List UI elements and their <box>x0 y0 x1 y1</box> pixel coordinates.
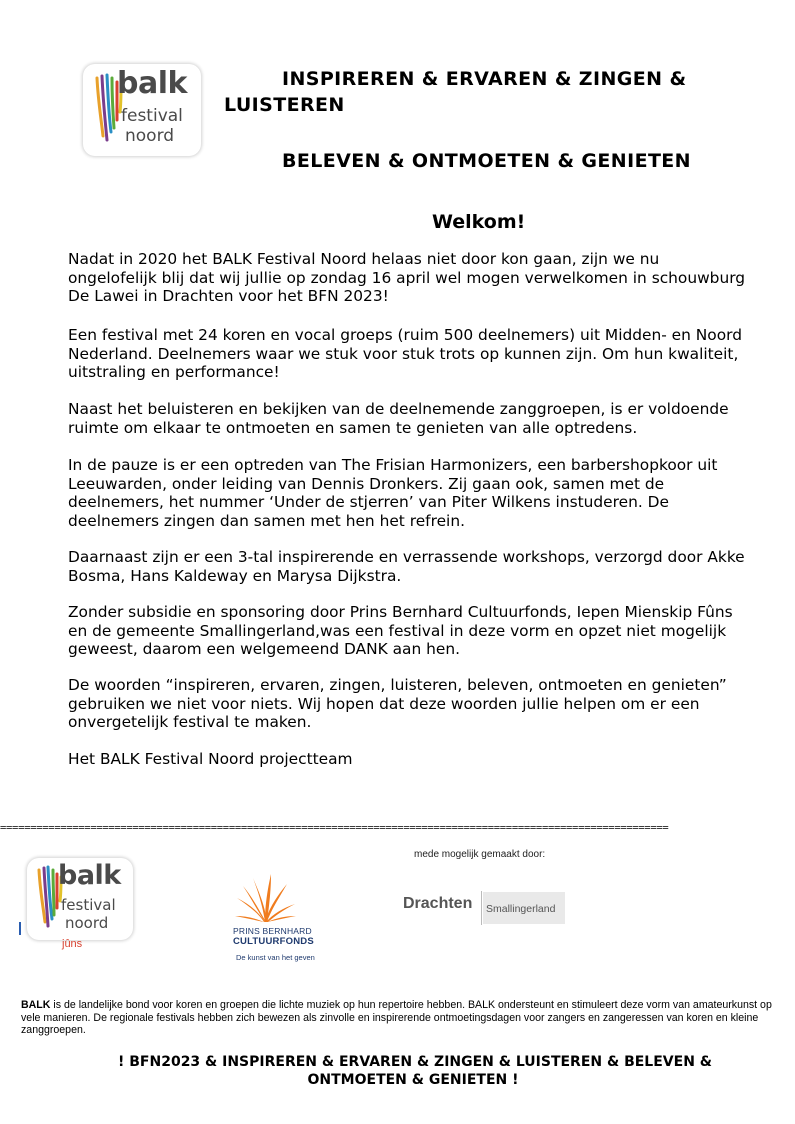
header-line-1: INSPIREREN & ERVAREN & ZINGEN & <box>282 68 687 90</box>
balk-festival-noord-logo-footer <box>27 858 133 940</box>
logo-word-noord: noord <box>125 126 175 146</box>
pbc-tagline: De kunst van het geven <box>236 953 315 962</box>
about-balk-bold: BALK <box>21 999 51 1011</box>
logo-word-balk: balk <box>117 66 187 101</box>
paragraph-intro: Nadat in 2020 het BALK Festival Noord helaas niet door kon gaan, zijn we nu ongelofelijk blij dat wij jullie op zondag 16 april wel mogen verwelkomen in schouwburg De Lawei in Drachten voor het BFN 2023! <box>68 250 746 305</box>
paragraph-break: In de pauze is er een optreden van The Frisian Harmonizers, een barbershopkoor uit Leeuwarden, onder leiding van Dennis Dronkers. Zij gaan ook, samen met de deelnemers, het nummer ‘Under de stjerren’ van Piter Wilkens instuderen. De deelnemers zingen dan samen met hen het refrein. <box>68 456 718 530</box>
paragraph-signature: Het BALK Festival Noord projectteam <box>68 750 353 768</box>
welcome-heading: Welkom! <box>432 211 526 233</box>
about-balk-text: is de landelijke bond voor koren en groepen die lichte muziek op hun repertoire hebben. BALK ondersteunt en stimuleert deze vorm van amateurkunst op vele manieren. De regionale festivals hebben zich bewezen als zinvolle en inspirerende ontmoetingsdagen voor zangers en zangeressen van koren en kleine zanggroepen. <box>21 999 772 1036</box>
about-balk <box>21 999 776 1037</box>
made-possible-label: mede mogelijk gemaakt door: <box>414 849 546 860</box>
footer-line-1: ! BFN2023 & INSPIREREN & ERVAREN & ZINGEN & LUISTEREN & BELEVEN & <box>118 1054 712 1070</box>
paragraph-festival: Een festival met 24 koren en vocal groeps (ruim 500 deelnemers) uit Midden- en Noord Nederland. Deelnemers waar we stuk voor stuk trots op kunnen zijn. Om hun kwaliteit, uitstraling en performance! <box>68 326 742 381</box>
logo-separator <box>481 891 482 925</box>
pbc-line-1: PRINS BERNHARD <box>233 926 312 936</box>
prins-bernhard-flower-icon <box>233 872 297 924</box>
pbc-line-2: CULTUURFONDS <box>233 936 314 947</box>
header-line-3: BELEVEN & ONTMOETEN & GENIETEN <box>282 150 691 172</box>
logo-word-festival: festival <box>121 106 183 126</box>
drachten-smallingerland-logo <box>403 891 565 925</box>
smallingerland-word: Smallingerland <box>486 903 556 915</box>
divider-line: =============================================================================================================== <box>0 822 669 834</box>
drachten-word: Drachten <box>403 895 473 912</box>
footer-line-2: ONTMOETEN & GENIETEN ! <box>307 1072 519 1088</box>
balk-festival-noord-logo <box>83 64 201 156</box>
header-line-2: LUISTEREN <box>224 94 345 116</box>
paragraph-sponsors: Zonder subsidie en sponsoring door Prins Bernhard Cultuurfonds, Iepen Mienskip Fûns en de gemeente Smallingerland,was een festival in deze vorm en opzet niet mogelijk geweest, daarom een welgemeend DANK aan hen. <box>68 603 733 658</box>
logo-word-festival: festival <box>61 896 116 914</box>
logo-word-noord: noord <box>65 914 109 932</box>
blue-mark <box>19 922 21 935</box>
paragraph-words: De woorden “inspireren, ervaren, zingen, luisteren, beleven, ontmoeten en genieten” gebruiken we niet voor niets. Wij hopen dat deze woorden jullie helpen om er een onvergetelijk festival te maken. <box>68 676 727 731</box>
logo-word-balk: balk <box>58 860 121 891</box>
paragraph-meeting: Naast het beluisteren en bekijken van de deelnemende zanggroepen, is er voldoende ruimte om elkaar te ontmoeten en samen te genieten van alle optredens. <box>68 400 729 437</box>
text-fragment: jûns <box>62 938 83 950</box>
paragraph-workshops: Daarnaast zijn er een 3-tal inspirerende en verrassende workshops, verzorgd door Akke Bosma, Hans Kaldeway en Marysa Dijkstra. <box>68 548 745 585</box>
